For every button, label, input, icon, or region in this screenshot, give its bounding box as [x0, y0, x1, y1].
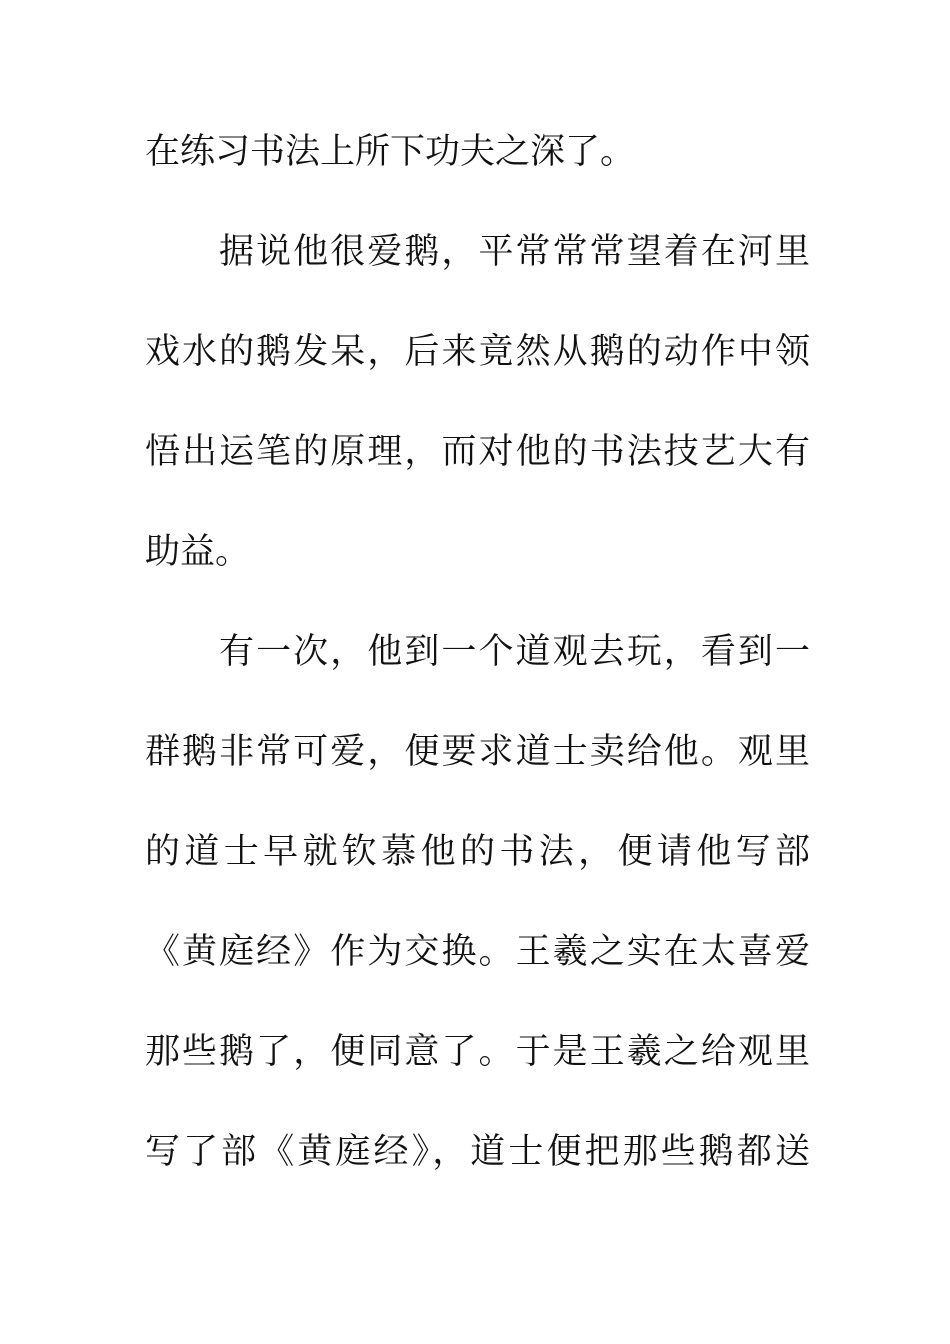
text-line: 群鹅非常可爱，便要求道士卖给他。观里	[145, 732, 810, 772]
text-line: 《黄庭经》作为交换。王羲之实在太喜爱	[145, 932, 810, 972]
text-line: 写了部《黄庭经》，道士便把那些鹅都送	[145, 1132, 810, 1172]
text-line: 在练习书法上所下功夫之深了。	[145, 132, 636, 172]
text-line: 戏水的鹅发呆，后来竟然从鹅的动作中领	[145, 332, 810, 372]
text-line: 据说他很爱鹅，平常常常望着在河里	[219, 232, 810, 272]
text-line: 那些鹅了，便同意了。于是王羲之给观里	[145, 1032, 810, 1072]
body-text	[145, 122, 810, 1222]
text-line: 的道士早就钦慕他的书法，便请他写部	[145, 832, 810, 872]
text-line: 悟出运笔的原理，而对他的书法技艺大有	[145, 432, 810, 472]
text-line: 有一次，他到一个道观去玩，看到一	[219, 632, 810, 672]
text-line: 助益。	[145, 532, 251, 572]
